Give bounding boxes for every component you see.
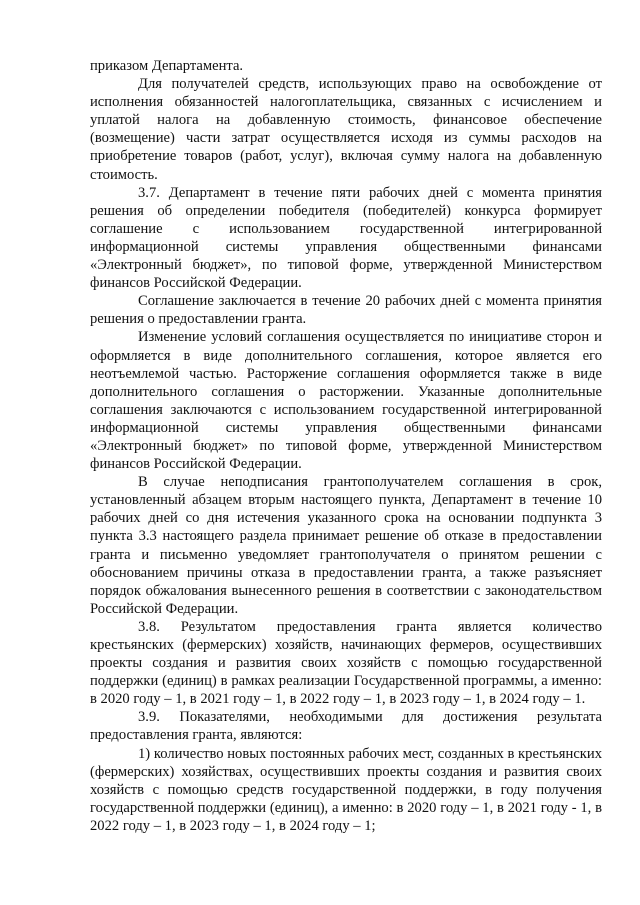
paragraph-5: Изменение условий соглашения осуществляется по инициативе сторон и оформляется в виде дополнительного соглашения, которое является его неотъемлемой частью. Расторжение соглашения оформляется также в виде дополнительного соглашения о расторжении. Указанные дополнительные соглашения заключаются с использованием государственной интегрированной информационной системы управления общественными финансами «Электронный бюджет» по типовой форме, утвержденной Министерством финансов Российской Федерации.: [90, 329, 602, 473]
document-page: [90, 57, 602, 835]
paragraph-4: Соглашение заключается в течение 20 рабочих дней с момента принятия решения о предоставлении гранта.: [90, 293, 602, 328]
paragraph-2: Для получателей средств, использующих право на освобождение от исполнения обязанностей налогоплательщика, связанных с исчислением и уплатой налога на добавленную стоимость, финансовое обеспечение (возмещение) части затрат осуществляется исходя из суммы расходов на приобретение товаров (работ, услуг), включая сумму налога на добавленную стоимость.: [90, 76, 602, 183]
paragraph-3-9: 3.9. Показателями, необходимыми для достижения результата предоставления гранта, являются:: [90, 709, 602, 744]
paragraph-1: приказом Департамента.: [90, 58, 244, 74]
paragraph-6: В случае неподписания грантополучателем соглашения в срок, установленный абзацем вторым настоящего пункта, Департамент в течение 10 рабочих дней со дня истечения указанного срока на основании подпункта 3 пункта 3.3 настоящего раздела принимает решение об отказе в предоставлении гранта и письменно уведомляет грантополучателя о принятом решении с обоснованием причины отказа в предоставлении гранта, а также разъясняет порядок обжалования вынесенного решения в соответствии с законодательством Российской Федерации.: [90, 474, 602, 617]
paragraph-3-7: 3.7. Департамент в течение пяти рабочих дней с момента принятия решения об определении победителя (победителей) конкурса формирует соглашение с использованием государственной интегрированной информационной системы управления общественными финансами «Электронный бюджет», по типовой форме, утвержденной Министерством финансов Российской Федерации.: [90, 184, 602, 292]
paragraph-3-8: 3.8. Результатом предоставления гранта является количество крестьянских (фермерских) хозяйств, начинающих фермеров, осуществивших проекты создания и развития своих хозяйств с помощью государственной поддержки (единиц) в рамках реализации Государственной программы, а именно: в 2020 году – 1, в 2021 году – 1, в 2022 году – 1, в 2023 году – 1, в 2024 году – 1.: [90, 618, 602, 708]
paragraph-list-item-1: 1) количество новых постоянных рабочих мест, созданных в крестьянских (фермерских) хозяйствах, осуществивших проекты создания и развития своих хозяйств с помощью средств государственной поддержки, в году получения государственной поддержки (единиц), а именно: в 2020 году – 1, в 2021 году - 1, в 2022 году – 1, в 2023 году – 1, в 2024 году – 1;: [90, 745, 602, 834]
